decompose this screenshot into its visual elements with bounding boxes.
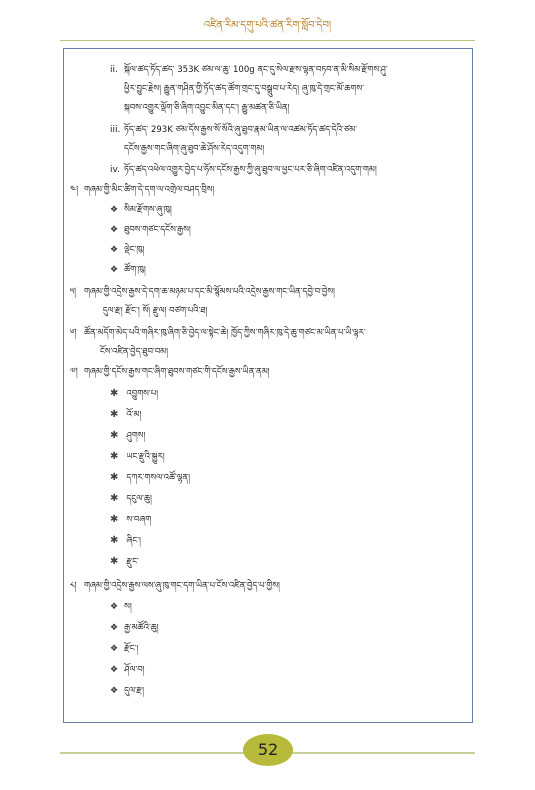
- line-text: རྒྱ་མཚོའི་ཆུ།: [124, 623, 159, 633]
- document-line: [110, 262, 468, 278]
- document-line: [110, 620, 468, 636]
- document-line: [110, 554, 468, 570]
- document-line: [70, 364, 468, 380]
- document-line: [110, 141, 468, 157]
- diamond-bullet-icon: ❖: [110, 665, 119, 675]
- line-text: སྐོལ་ཚད་ཏོད་ཚད་ 353K ཙམ་ལ་ཆུ་ 100g ནང་དུ་སེལ་རྫས་ལྷན་བཏབ་ན་མི་སིམ་རྫོགས་ཤུ་: [124, 65, 388, 75]
- item-number: ༦།: [70, 328, 77, 338]
- document-line: [86, 303, 468, 319]
- diamond-bullet-icon: ❖: [110, 245, 119, 255]
- document-line: [86, 344, 468, 360]
- line-text: ཡང་རྫུའི་སྐྱུར།: [126, 452, 165, 462]
- document-line: [110, 407, 468, 423]
- line-text: དུལ་རྫ།: [124, 686, 145, 696]
- line-text: ཏོད་ཚད་ 293K ཙམ་དོས་རྒྱས་སོ་སོའི་ཞུ་ཐུབ་རྣམ་ཡིན་ལ་འཚམ་ཏོད་ཚད་དེའི་ཙམ་: [124, 125, 357, 135]
- line-text: ཕྱིར་བྱུང་རྗེས། རྒྱུན་གཤིན་གྱི་ཏོད་ཚད་ཚོག་གྲང་དུ་བསྒྲུབ་པ་རེད། ཞུ་ཁུ་དེ་གྲང་མོ་ཆགས་: [124, 84, 364, 94]
- line-text: ཚོག་ཁུ།: [124, 265, 146, 275]
- line-text: ས།: [124, 602, 132, 612]
- document-line: [70, 182, 468, 198]
- document-line: [110, 470, 468, 486]
- document-line: [110, 81, 468, 97]
- page-header: འཛིན་རིམ་དགུ་པའི་ཚན་རིག་སློབ་དེབ།: [203, 20, 332, 31]
- document-line: [110, 599, 468, 615]
- document-line: [110, 449, 468, 465]
- line-text: ཤུགས།: [126, 431, 146, 441]
- line-text: རྫོང་།: [124, 644, 139, 654]
- line-text: ཞིང་།: [126, 536, 141, 546]
- line-text: རྫུང་: [126, 557, 139, 567]
- document-body: [70, 58, 468, 718]
- asterisk-bullet-icon: ✱: [110, 388, 119, 399]
- asterisk-bullet-icon: ✱: [110, 409, 119, 420]
- asterisk-bullet-icon: ✱: [110, 451, 119, 462]
- diamond-bullet-icon: ❖: [110, 205, 119, 215]
- line-text: ལྡེང་ཁུ།: [124, 245, 145, 255]
- line-text: ཏོད་ཚད་འཕེལ་འགྱུར་བྱེད་པ་ཧོས་དངོས་རྒྱས་ཀྱི་ཞུ་ཐུབ་ལ་ཕྱང་པར་ཅི་ཞིག་འཛིན་འདུག་གམ།: [124, 165, 377, 175]
- page-number-badge: 52: [243, 734, 293, 766]
- document-line: [110, 242, 468, 258]
- diamond-bullet-icon: ❖: [110, 602, 119, 612]
- line-text: གཞམ་གྱི་འདྲེས་རྒྱས་ལས་ཞུ་ཁུ་གང་དག་ཡིན་པ་ངོས་འཛིན་བྱེད་པ་གྱིས།: [84, 581, 280, 591]
- line-text: ཚོན་མདོག་མེད་པའི་གཞིར་ཁུ་ཞིག་ཅི་བྱེད་ལ་སྟེང་ཆེ། ཁྱོད་ཀྱིས་གཞིར་ཁུ་དེ་ཆུ་གཙང་མ་ཡིན་པ་ཡི་ལྟར་: [84, 328, 366, 338]
- diamond-bullet-icon: ❖: [110, 225, 119, 235]
- asterisk-bullet-icon: ✱: [110, 556, 119, 567]
- line-text: གཞམ་གྱི་མིང་ཚིག་དེ་དག་ལ་འགྲེལ་བཤད་བྲིས།: [84, 185, 215, 195]
- asterisk-bullet-icon: ✱: [110, 472, 119, 483]
- item-number: iii.: [110, 125, 121, 135]
- line-text: སྐབས་འགྱུར་ལྡོག་ཅི་ཞིག་འབྱུང་མིན་དང་། རྒྱུ་མཚན་ཅི་ཡིན།: [124, 103, 290, 113]
- item-number: ༥།: [70, 287, 77, 297]
- document-line: [70, 325, 468, 341]
- asterisk-bullet-icon: ✱: [110, 514, 119, 525]
- asterisk-bullet-icon: ✱: [110, 535, 119, 546]
- line-text: དུལ་རྫ། རྫོང་། སོ། རྫུལ། བཙག་པའི་ཐ།: [100, 306, 208, 316]
- document-line: [110, 162, 468, 178]
- line-text: འོ་མ།: [126, 410, 142, 420]
- diamond-bullet-icon: ❖: [110, 686, 119, 696]
- line-text: གཞམ་གྱི་དངོས་རྒྱས་གང་ཞིག་ཐུབས་གཙང་གི་དངོས་རྒྱས་ཡིན་ནམ།: [84, 367, 270, 377]
- document-line: [110, 683, 468, 699]
- item-number: iv.: [110, 165, 120, 175]
- document-line: [110, 122, 468, 138]
- item-number: ༨།: [70, 581, 77, 591]
- document-line: [110, 100, 468, 116]
- line-text: འབྱུགས་པ།: [126, 389, 159, 399]
- line-text: དངུལ་ཆུ།: [126, 494, 152, 504]
- line-text: གཞམ་གྱི་འདྲེས་རྒྱས་དེ་དག་ཆ་མཉམ་པ་དང་མི་སྙོམས་པའི་འདྲེས་རྒྱས་གང་ཡིན་དབྱེ་བ་བྱེས།: [84, 287, 335, 297]
- document-line: [110, 428, 468, 444]
- asterisk-bullet-icon: ✱: [110, 493, 119, 504]
- document-line: [110, 512, 468, 528]
- document-line: [70, 578, 468, 594]
- item-number: ༧།: [70, 367, 78, 377]
- line-text: ཤོལ་བ།: [124, 665, 145, 675]
- document-line: [110, 662, 468, 678]
- line-text: ས་བཞག: [126, 515, 152, 525]
- document-line: [110, 222, 468, 238]
- diamond-bullet-icon: ❖: [110, 265, 119, 275]
- document-line: [110, 533, 468, 549]
- line-text: དངོས་རྒྱས་གང་ཞིག་ཞུ་ཐུབ་ཆེ་ཤོས་རེད་འདུག་གམ།: [124, 144, 265, 154]
- document-line: [110, 386, 468, 402]
- document-line: [110, 62, 468, 78]
- asterisk-bullet-icon: ✱: [110, 430, 119, 441]
- item-number: ༤།: [70, 185, 79, 195]
- document-line: [110, 491, 468, 507]
- line-text: དཀར་གསལ་འཚོ་ལྷན།: [126, 473, 190, 483]
- document-line: [110, 202, 468, 218]
- diamond-bullet-icon: ❖: [110, 644, 119, 654]
- line-text: ངོས་འཛིན་བྱེད་ཐུབ་བམ།: [100, 347, 168, 357]
- line-text: སིམ་རྫོགས་ཞུ་ཁུ།: [124, 205, 172, 215]
- header-divider: [60, 40, 475, 41]
- item-number: ii.: [110, 65, 118, 75]
- line-text: ཐུབས་གཙང་དངོས་རྒྱས།: [124, 225, 191, 235]
- document-line: [110, 641, 468, 657]
- diamond-bullet-icon: ❖: [110, 623, 119, 633]
- document-line: [70, 284, 468, 300]
